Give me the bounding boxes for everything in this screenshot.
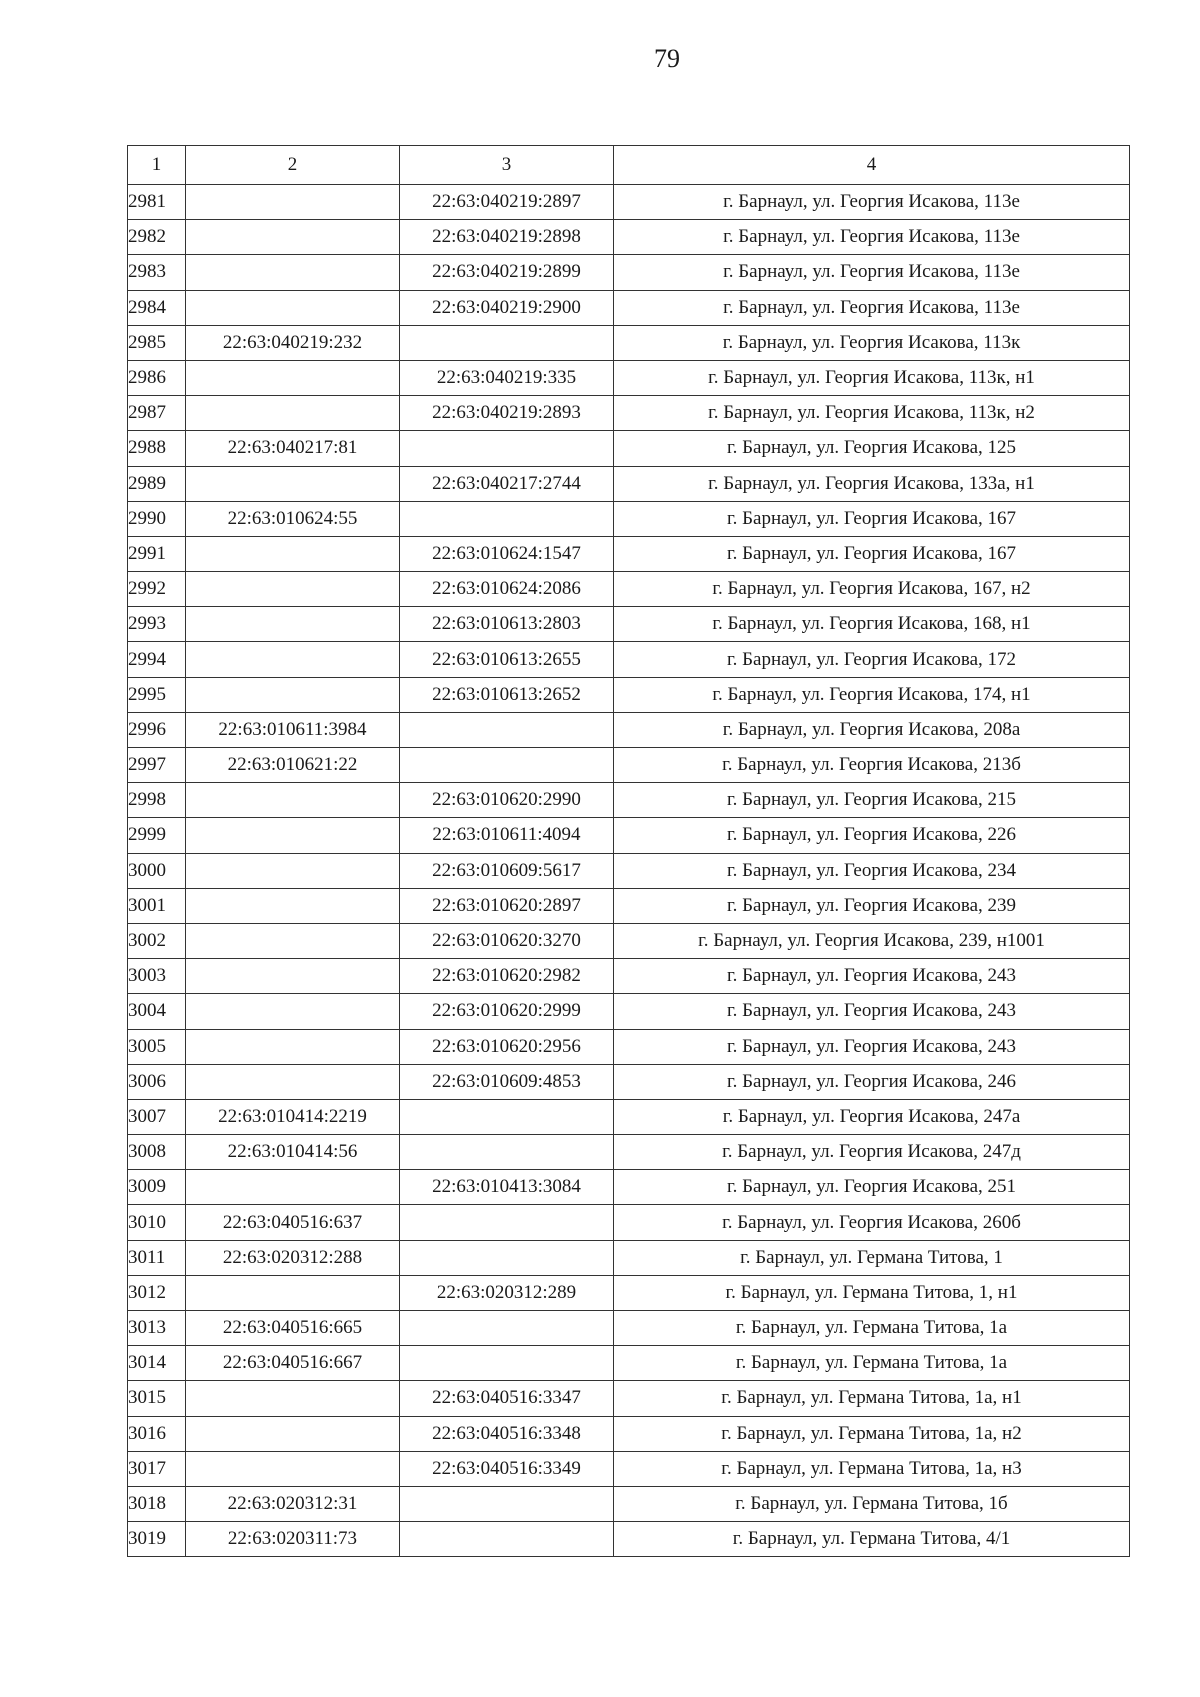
land-plot-cadastral-cell: 22:63:040516:667 bbox=[186, 1346, 400, 1381]
table-row bbox=[128, 431, 1130, 466]
address-cell: г. Барнаул, ул. Георгия Исакова, 243 bbox=[614, 994, 1130, 1029]
table-header-row bbox=[128, 146, 1130, 185]
row-number-cell: 3015 bbox=[128, 1381, 186, 1416]
address-cell: г. Барнаул, ул. Георгия Исакова, 246 bbox=[614, 1064, 1130, 1099]
building-cadastral-cell: 22:63:010613:2803 bbox=[400, 607, 614, 642]
address-cell: г. Барнаул, ул. Георгия Исакова, 243 bbox=[614, 959, 1130, 994]
building-cadastral-cell: 22:63:010609:4853 bbox=[400, 1064, 614, 1099]
table-row bbox=[128, 1346, 1130, 1381]
building-cadastral-cell bbox=[400, 1486, 614, 1521]
table-row bbox=[128, 1029, 1130, 1064]
land-plot-cadastral-cell bbox=[186, 994, 400, 1029]
land-plot-cadastral-cell bbox=[186, 959, 400, 994]
row-number-cell: 3014 bbox=[128, 1346, 186, 1381]
building-cadastral-cell bbox=[400, 748, 614, 783]
table-row bbox=[128, 1240, 1130, 1275]
land-plot-cadastral-cell bbox=[186, 1381, 400, 1416]
land-plot-cadastral-cell bbox=[186, 1064, 400, 1099]
address-cell: г. Барнаул, ул. Германа Титова, 1а bbox=[614, 1311, 1130, 1346]
table-row bbox=[128, 923, 1130, 958]
building-cadastral-cell: 22:63:010620:2990 bbox=[400, 783, 614, 818]
row-number-cell: 3005 bbox=[128, 1029, 186, 1064]
building-cadastral-cell: 22:63:010613:2652 bbox=[400, 677, 614, 712]
address-cell: г. Барнаул, ул. Георгия Исакова, 167, н2 bbox=[614, 572, 1130, 607]
row-number-cell: 2982 bbox=[128, 220, 186, 255]
address-cell: г. Барнаул, ул. Георгия Исакова, 213б bbox=[614, 748, 1130, 783]
land-plot-cadastral-cell: 22:63:010624:55 bbox=[186, 501, 400, 536]
land-plot-cadastral-cell bbox=[186, 1416, 400, 1451]
land-plot-cadastral-cell: 22:63:010621:22 bbox=[186, 748, 400, 783]
table-row bbox=[128, 360, 1130, 395]
address-cell: г. Барнаул, ул. Георгия Исакова, 133а, н1 bbox=[614, 466, 1130, 501]
table-row bbox=[128, 1416, 1130, 1451]
row-number-cell: 2991 bbox=[128, 536, 186, 571]
row-number-cell: 3006 bbox=[128, 1064, 186, 1099]
building-cadastral-cell bbox=[400, 431, 614, 466]
address-cell: г. Барнаул, ул. Георгия Исакова, 174, н1 bbox=[614, 677, 1130, 712]
address-cell: г. Барнаул, ул. Георгия Исакова, 113к, н2 bbox=[614, 396, 1130, 431]
row-number-cell: 3013 bbox=[128, 1311, 186, 1346]
land-plot-cadastral-cell bbox=[186, 185, 400, 220]
address-cell: г. Барнаул, ул. Германа Титова, 1 bbox=[614, 1240, 1130, 1275]
building-cadastral-cell: 22:63:010620:2956 bbox=[400, 1029, 614, 1064]
land-plot-cadastral-cell bbox=[186, 783, 400, 818]
row-number-cell: 2986 bbox=[128, 360, 186, 395]
address-cell: г. Барнаул, ул. Георгия Исакова, 167 bbox=[614, 536, 1130, 571]
building-cadastral-cell: 22:63:040516:3348 bbox=[400, 1416, 614, 1451]
address-cell: г. Барнаул, ул. Германа Титова, 1а, н2 bbox=[614, 1416, 1130, 1451]
building-cadastral-cell: 22:63:040219:2897 bbox=[400, 185, 614, 220]
column-header-4: 4 bbox=[614, 146, 1130, 185]
table-row bbox=[128, 325, 1130, 360]
row-number-cell: 2996 bbox=[128, 712, 186, 747]
building-cadastral-cell: 22:63:010620:3270 bbox=[400, 923, 614, 958]
table-row bbox=[128, 607, 1130, 642]
building-cadastral-cell: 22:63:010613:2655 bbox=[400, 642, 614, 677]
address-cell: г. Барнаул, ул. Георгия Исакова, 247д bbox=[614, 1135, 1130, 1170]
table-row bbox=[128, 888, 1130, 923]
building-cadastral-cell bbox=[400, 712, 614, 747]
row-number-cell: 2995 bbox=[128, 677, 186, 712]
column-header-1: 1 bbox=[128, 146, 186, 185]
table-row bbox=[128, 536, 1130, 571]
row-number-cell: 3004 bbox=[128, 994, 186, 1029]
address-cell: г. Барнаул, ул. Георгия Исакова, 113е bbox=[614, 290, 1130, 325]
page-number: 79 bbox=[654, 44, 680, 73]
building-cadastral-cell: 22:63:010624:2086 bbox=[400, 572, 614, 607]
land-plot-cadastral-cell bbox=[186, 923, 400, 958]
land-plot-cadastral-cell bbox=[186, 255, 400, 290]
building-cadastral-cell: 22:63:010624:1547 bbox=[400, 536, 614, 571]
table-row bbox=[128, 572, 1130, 607]
registry-table bbox=[127, 145, 1130, 1557]
land-plot-cadastral-cell: 22:63:040516:665 bbox=[186, 1311, 400, 1346]
land-plot-cadastral-cell bbox=[186, 818, 400, 853]
table-row bbox=[128, 1135, 1130, 1170]
row-number-cell: 3016 bbox=[128, 1416, 186, 1451]
table-row bbox=[128, 255, 1130, 290]
building-cadastral-cell: 22:63:040219:2898 bbox=[400, 220, 614, 255]
row-number-cell: 2989 bbox=[128, 466, 186, 501]
table-row bbox=[128, 185, 1130, 220]
address-cell: г. Барнаул, ул. Георгия Исакова, 168, н1 bbox=[614, 607, 1130, 642]
row-number-cell: 2985 bbox=[128, 325, 186, 360]
row-number-cell: 2987 bbox=[128, 396, 186, 431]
table-row bbox=[128, 642, 1130, 677]
building-cadastral-cell: 22:63:010620:2982 bbox=[400, 959, 614, 994]
address-cell: г. Барнаул, ул. Германа Титова, 1а, н1 bbox=[614, 1381, 1130, 1416]
row-number-cell: 3003 bbox=[128, 959, 186, 994]
address-cell: г. Барнаул, ул. Германа Титова, 1а, н3 bbox=[614, 1451, 1130, 1486]
land-plot-cadastral-cell: 22:63:010414:2219 bbox=[186, 1099, 400, 1134]
row-number-cell: 3012 bbox=[128, 1275, 186, 1310]
table-row bbox=[128, 466, 1130, 501]
table-row bbox=[128, 1381, 1130, 1416]
table-body bbox=[128, 185, 1130, 1557]
land-plot-cadastral-cell bbox=[186, 1029, 400, 1064]
table-row bbox=[128, 1275, 1130, 1310]
table-row bbox=[128, 501, 1130, 536]
address-cell: г. Барнаул, ул. Германа Титова, 1б bbox=[614, 1486, 1130, 1521]
building-cadastral-cell: 22:63:010413:3084 bbox=[400, 1170, 614, 1205]
table-row bbox=[128, 1205, 1130, 1240]
table-row bbox=[128, 1311, 1130, 1346]
building-cadastral-cell: 22:63:040217:2744 bbox=[400, 466, 614, 501]
row-number-cell: 2993 bbox=[128, 607, 186, 642]
row-number-cell: 3009 bbox=[128, 1170, 186, 1205]
building-cadastral-cell bbox=[400, 1205, 614, 1240]
row-number-cell: 2990 bbox=[128, 501, 186, 536]
building-cadastral-cell: 22:63:040219:335 bbox=[400, 360, 614, 395]
land-plot-cadastral-cell bbox=[186, 677, 400, 712]
address-cell: г. Барнаул, ул. Георгия Исакова, 208а bbox=[614, 712, 1130, 747]
land-plot-cadastral-cell bbox=[186, 642, 400, 677]
building-cadastral-cell: 22:63:040516:3349 bbox=[400, 1451, 614, 1486]
table-row bbox=[128, 959, 1130, 994]
row-number-cell: 3007 bbox=[128, 1099, 186, 1134]
building-cadastral-cell: 22:63:010611:4094 bbox=[400, 818, 614, 853]
row-number-cell: 2997 bbox=[128, 748, 186, 783]
building-cadastral-cell: 22:63:010620:2897 bbox=[400, 888, 614, 923]
address-cell: г. Барнаул, ул. Германа Титова, 1, н1 bbox=[614, 1275, 1130, 1310]
table-row bbox=[128, 1064, 1130, 1099]
address-cell: г. Барнаул, ул. Георгия Исакова, 113е bbox=[614, 220, 1130, 255]
row-number-cell: 2999 bbox=[128, 818, 186, 853]
building-cadastral-cell: 22:63:010620:2999 bbox=[400, 994, 614, 1029]
row-number-cell: 2992 bbox=[128, 572, 186, 607]
building-cadastral-cell: 22:63:040219:2900 bbox=[400, 290, 614, 325]
row-number-cell: 3018 bbox=[128, 1486, 186, 1521]
building-cadastral-cell bbox=[400, 1135, 614, 1170]
table-row bbox=[128, 396, 1130, 431]
row-number-cell: 3011 bbox=[128, 1240, 186, 1275]
address-cell: г. Барнаул, ул. Георгия Исакова, 251 bbox=[614, 1170, 1130, 1205]
building-cadastral-cell bbox=[400, 1240, 614, 1275]
address-cell: г. Барнаул, ул. Георгия Исакова, 113е bbox=[614, 185, 1130, 220]
land-plot-cadastral-cell: 22:63:010414:56 bbox=[186, 1135, 400, 1170]
row-number-cell: 2994 bbox=[128, 642, 186, 677]
row-number-cell: 3019 bbox=[128, 1522, 186, 1557]
land-plot-cadastral-cell bbox=[186, 290, 400, 325]
land-plot-cadastral-cell bbox=[186, 853, 400, 888]
address-cell: г. Барнаул, ул. Георгия Исакова, 215 bbox=[614, 783, 1130, 818]
row-number-cell: 2981 bbox=[128, 185, 186, 220]
land-plot-cadastral-cell: 22:63:040516:637 bbox=[186, 1205, 400, 1240]
row-number-cell: 3008 bbox=[128, 1135, 186, 1170]
land-plot-cadastral-cell bbox=[186, 396, 400, 431]
building-cadastral-cell: 22:63:010609:5617 bbox=[400, 853, 614, 888]
land-plot-cadastral-cell bbox=[186, 1170, 400, 1205]
building-cadastral-cell bbox=[400, 501, 614, 536]
building-cadastral-cell: 22:63:040219:2893 bbox=[400, 396, 614, 431]
land-plot-cadastral-cell bbox=[186, 360, 400, 395]
row-number-cell: 2984 bbox=[128, 290, 186, 325]
building-cadastral-cell bbox=[400, 1522, 614, 1557]
address-cell: г. Барнаул, ул. Георгия Исакова, 167 bbox=[614, 501, 1130, 536]
land-plot-cadastral-cell: 22:63:020312:31 bbox=[186, 1486, 400, 1521]
land-plot-cadastral-cell: 22:63:010611:3984 bbox=[186, 712, 400, 747]
row-number-cell: 2983 bbox=[128, 255, 186, 290]
table-row bbox=[128, 1522, 1130, 1557]
land-plot-cadastral-cell: 22:63:040219:232 bbox=[186, 325, 400, 360]
address-cell: г. Барнаул, ул. Георгия Исакова, 234 bbox=[614, 853, 1130, 888]
address-cell: г. Барнаул, ул. Георгия Исакова, 247а bbox=[614, 1099, 1130, 1134]
row-number-cell: 3002 bbox=[128, 923, 186, 958]
address-cell: г. Барнаул, ул. Германа Титова, 4/1 bbox=[614, 1522, 1130, 1557]
address-cell: г. Барнаул, ул. Георгия Исакова, 239, н1001 bbox=[614, 923, 1130, 958]
land-plot-cadastral-cell bbox=[186, 572, 400, 607]
table-row bbox=[128, 994, 1130, 1029]
address-cell: г. Барнаул, ул. Георгия Исакова, 226 bbox=[614, 818, 1130, 853]
building-cadastral-cell bbox=[400, 1346, 614, 1381]
table-row bbox=[128, 1170, 1130, 1205]
row-number-cell: 3001 bbox=[128, 888, 186, 923]
table-row bbox=[128, 1486, 1130, 1521]
building-cadastral-cell bbox=[400, 1099, 614, 1134]
building-cadastral-cell bbox=[400, 1311, 614, 1346]
address-cell: г. Барнаул, ул. Георгия Исакова, 113к bbox=[614, 325, 1130, 360]
building-cadastral-cell: 22:63:020312:289 bbox=[400, 1275, 614, 1310]
land-plot-cadastral-cell bbox=[186, 466, 400, 501]
table-row bbox=[128, 1451, 1130, 1486]
address-cell: г. Барнаул, ул. Георгия Исакова, 113к, н1 bbox=[614, 360, 1130, 395]
column-header-3: 3 bbox=[400, 146, 614, 185]
address-cell: г. Барнаул, ул. Георгия Исакова, 260б bbox=[614, 1205, 1130, 1240]
table-row bbox=[128, 677, 1130, 712]
table-row bbox=[128, 1099, 1130, 1134]
table-row bbox=[128, 220, 1130, 255]
table-row bbox=[128, 853, 1130, 888]
address-cell: г. Барнаул, ул. Георгия Исакова, 172 bbox=[614, 642, 1130, 677]
table-row bbox=[128, 818, 1130, 853]
row-number-cell: 3000 bbox=[128, 853, 186, 888]
land-plot-cadastral-cell: 22:63:020312:288 bbox=[186, 1240, 400, 1275]
row-number-cell: 3010 bbox=[128, 1205, 186, 1240]
land-plot-cadastral-cell: 22:63:040217:81 bbox=[186, 431, 400, 466]
table-row bbox=[128, 290, 1130, 325]
address-cell: г. Барнаул, ул. Германа Титова, 1а bbox=[614, 1346, 1130, 1381]
land-plot-cadastral-cell bbox=[186, 220, 400, 255]
land-plot-cadastral-cell bbox=[186, 1451, 400, 1486]
address-cell: г. Барнаул, ул. Георгия Исакова, 125 bbox=[614, 431, 1130, 466]
land-plot-cadastral-cell: 22:63:020311:73 bbox=[186, 1522, 400, 1557]
land-plot-cadastral-cell bbox=[186, 536, 400, 571]
building-cadastral-cell: 22:63:040516:3347 bbox=[400, 1381, 614, 1416]
land-plot-cadastral-cell bbox=[186, 607, 400, 642]
table-row bbox=[128, 783, 1130, 818]
address-cell: г. Барнаул, ул. Георгия Исакова, 243 bbox=[614, 1029, 1130, 1064]
row-number-cell: 2988 bbox=[128, 431, 186, 466]
land-plot-cadastral-cell bbox=[186, 1275, 400, 1310]
table-row bbox=[128, 748, 1130, 783]
row-number-cell: 2998 bbox=[128, 783, 186, 818]
column-header-2: 2 bbox=[186, 146, 400, 185]
row-number-cell: 3017 bbox=[128, 1451, 186, 1486]
address-cell: г. Барнаул, ул. Георгия Исакова, 239 bbox=[614, 888, 1130, 923]
building-cadastral-cell: 22:63:040219:2899 bbox=[400, 255, 614, 290]
land-plot-cadastral-cell bbox=[186, 888, 400, 923]
building-cadastral-cell bbox=[400, 325, 614, 360]
address-cell: г. Барнаул, ул. Георгия Исакова, 113е bbox=[614, 255, 1130, 290]
table-row bbox=[128, 712, 1130, 747]
